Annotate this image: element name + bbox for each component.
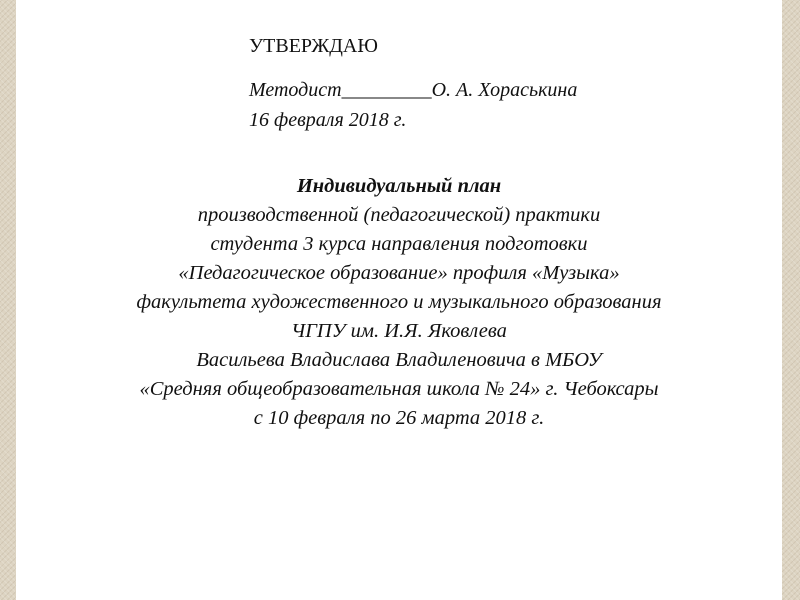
plan-title: Индивидуальный план xyxy=(296,175,502,197)
approval-heading: УТВЕРЖДАЮ xyxy=(249,35,378,57)
approval-signer-line: Методист_________О. А. Хораськина xyxy=(249,79,578,101)
plan-line-period: с 10 февраля по 26 марта 2018 г. xyxy=(253,407,545,429)
plan-line-practice: производственной (педагогической) практики xyxy=(197,204,601,226)
plan-line-student: студента 3 курса направления подготовки xyxy=(210,233,588,255)
plan-line-profile: «Педагогическое образование» профиля «Музыка» xyxy=(178,262,620,284)
plan-line-faculty: факультета художественного и музыкального образования xyxy=(136,291,662,313)
plan-line-university: ЧГПУ им. И.Я. Яковлева xyxy=(291,320,507,342)
document-page xyxy=(16,0,782,600)
plan-line-school: «Средняя общеобразовательная школа № 24» г. Чебоксары xyxy=(139,378,659,400)
plan-block xyxy=(16,172,782,433)
plan-line-student-name: Васильева Владислава Владиленовича в МБОУ xyxy=(196,349,602,371)
approval-date: 16 февраля 2018 г. xyxy=(249,109,407,131)
